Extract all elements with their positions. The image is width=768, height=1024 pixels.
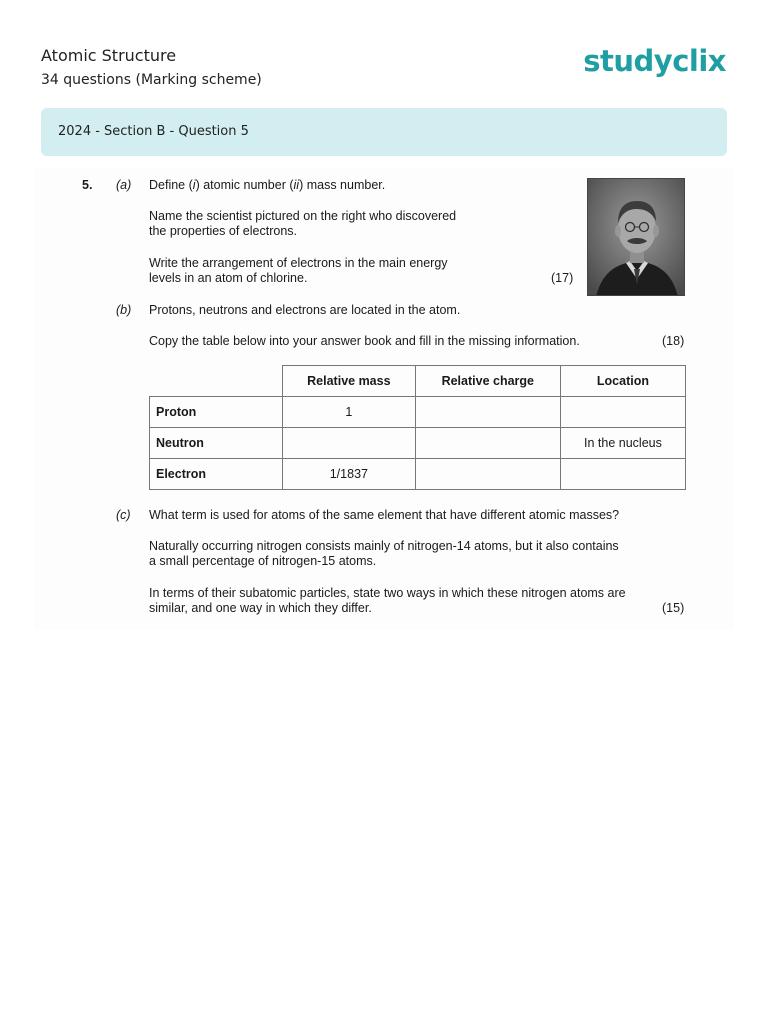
part-a-line3: the properties of electrons. (149, 224, 297, 238)
part-b-label: (b) (116, 303, 132, 317)
table-header-relative-charge: Relative charge (415, 366, 560, 397)
part-b-marks: (18) (662, 334, 685, 348)
table-cell (415, 428, 560, 459)
question-image (34, 168, 734, 630)
table-cell (560, 459, 685, 490)
table-header-empty (150, 366, 283, 397)
table-header-row (150, 366, 686, 397)
part-c-line4: In terms of their subatomic particles, state two ways in which these nitrogen atoms are (149, 586, 626, 600)
table-row-label: Proton (150, 397, 283, 428)
question-number: 5. (82, 178, 93, 192)
table-cell (415, 397, 560, 428)
question-banner-label: 2024 - Section B - Question 5 (58, 124, 249, 139)
table-row-label: Electron (150, 459, 283, 490)
table-cell: In the nucleus (560, 428, 685, 459)
table-row-label: Neutron (150, 428, 283, 459)
particle-table (149, 365, 686, 490)
part-b-line2: Copy the table below into your answer book and fill in the missing information. (149, 334, 580, 348)
question-banner[interactable] (41, 108, 727, 156)
studyclix-logo[interactable]: studyclix (583, 44, 726, 78)
table-header-relative-mass: Relative mass (283, 366, 416, 397)
part-a-line5: levels in an atom of chlorine. (149, 271, 308, 285)
scientist-portrait-image (588, 179, 685, 296)
part-c-line2: Naturally occurring nitrogen consists mainly of nitrogen-14 atoms, but it also contains (149, 539, 619, 553)
table-cell: 1 (283, 397, 416, 428)
table-row (150, 397, 686, 428)
part-c-marks: (15) (662, 601, 685, 615)
part-a-label: (a) (116, 178, 132, 192)
page-title: Atomic Structure (41, 46, 177, 65)
part-a-line2: Name the scientist pictured on the right who discovered (149, 209, 457, 223)
table-cell: 1/1837 (283, 459, 416, 490)
part-c-line5: similar, and one way in which they differ. (149, 601, 372, 615)
part-a-line1: Define (i) atomic number (ii) mass number. (149, 178, 386, 192)
part-a-line4: Write the arrangement of electrons in the main energy (149, 256, 448, 270)
scientist-portrait (587, 178, 685, 296)
table-row (150, 428, 686, 459)
table-cell (560, 397, 685, 428)
table-row (150, 459, 686, 490)
table-cell (283, 428, 416, 459)
table-cell (415, 459, 560, 490)
part-c-line1: What term is used for atoms of the same element that have different atomic masses? (149, 508, 620, 522)
part-c-label: (c) (116, 508, 131, 522)
table-header-location: Location (560, 366, 685, 397)
page-subtitle: 34 questions (Marking scheme) (41, 72, 262, 88)
part-a-marks: (17) (551, 271, 574, 285)
part-b-line1: Protons, neutrons and electrons are located in the atom. (149, 303, 461, 317)
part-c-line3: a small percentage of nitrogen-15 atoms. (149, 554, 377, 568)
